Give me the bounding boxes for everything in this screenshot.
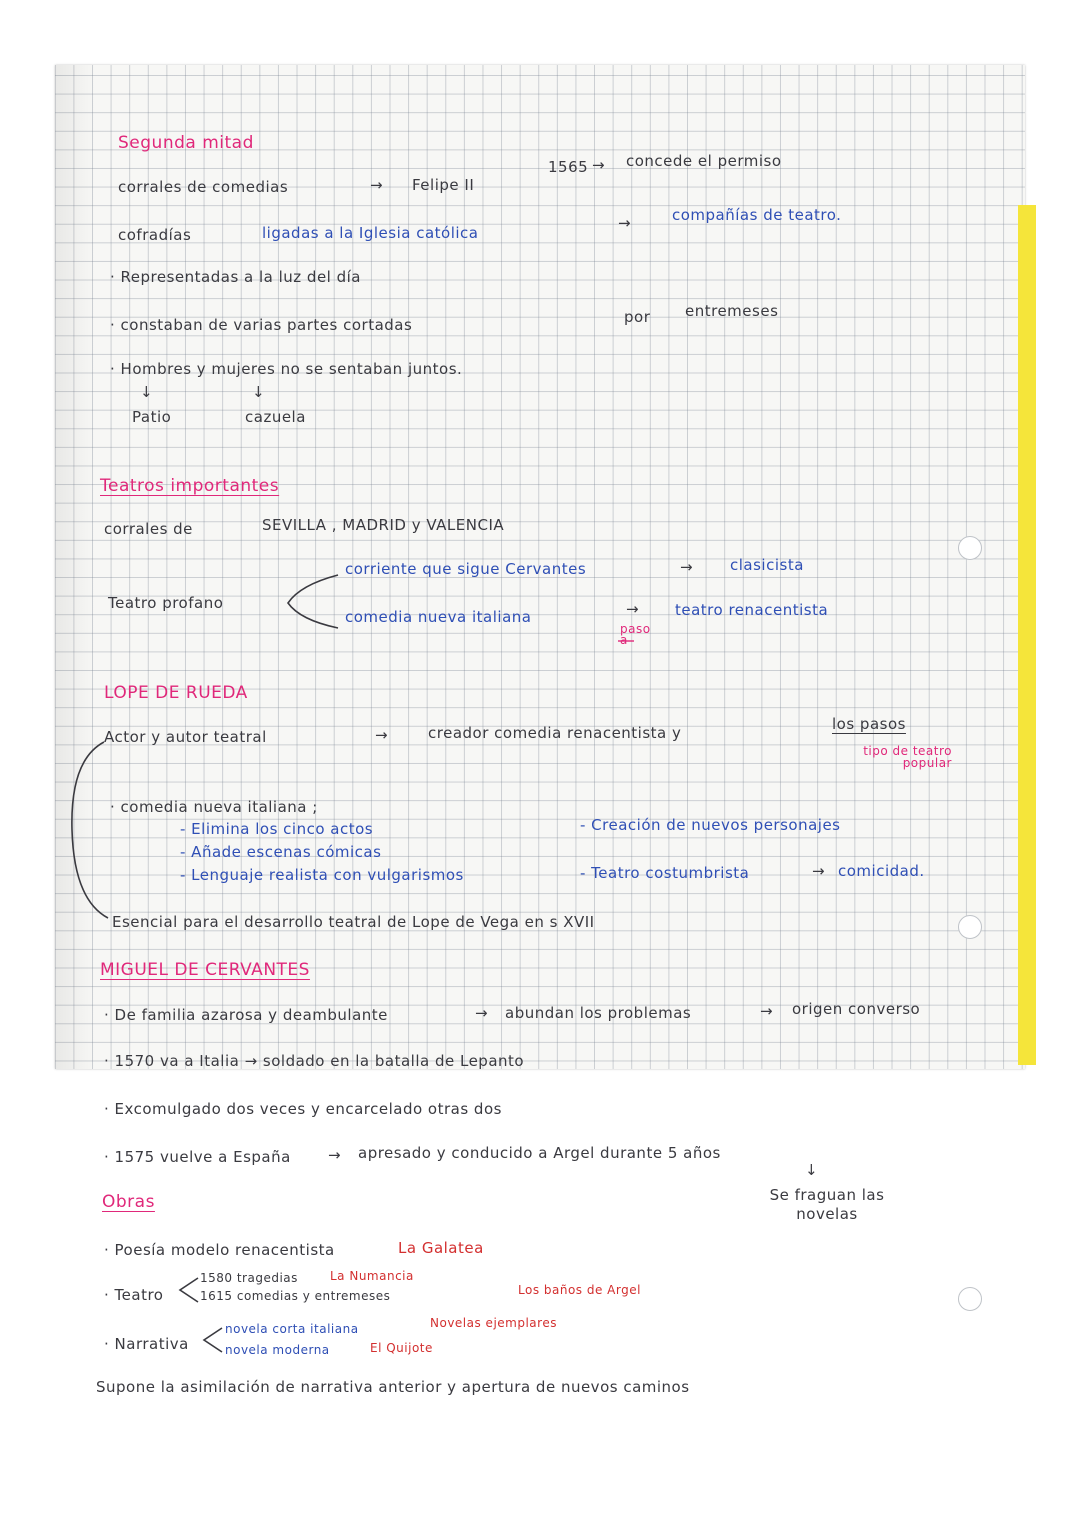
note-term: Felipe II (412, 176, 475, 194)
note-word: por (624, 308, 651, 326)
list-heading: · comedia nueva italiana ; (110, 798, 318, 816)
bullet-item: · 1570 va a Italia → soldado en la batalla de Lepanto (104, 1052, 525, 1070)
bullet-item: · 1575 vuelve a España (104, 1148, 291, 1166)
work-title: La Galatea (398, 1239, 484, 1257)
curly-brace-icon (180, 1278, 198, 1302)
note-paso-a: paso a (620, 622, 651, 647)
arrow-icon: → (618, 214, 632, 232)
note-term: Teatro profano (108, 594, 224, 612)
branch-result: clasicista (730, 556, 804, 574)
arrow-icon: → (680, 558, 694, 576)
note-line: apresado y conducido a Argel durante 5 años (358, 1144, 721, 1162)
list-item: - Teatro costumbrista (580, 864, 750, 882)
work-category: · Teatro (104, 1286, 164, 1304)
arrow-icon: → (760, 1002, 774, 1020)
note-line: concede el permiso (626, 152, 782, 170)
section-title-obras: Obras (102, 1192, 155, 1212)
work-title: Novelas ejemplares (430, 1316, 557, 1330)
down-arrow-icon: ↓ (805, 1161, 819, 1179)
curly-brace-icon (288, 575, 338, 628)
bullet-item: · Excomulgado dos veces y encarcelado otras dos (104, 1100, 502, 1118)
bracket-line-icon (72, 742, 108, 918)
arrow-icon: → (626, 600, 640, 618)
note-conclusion: Supone la asimilación de narrativa anterior y apertura de nuevos caminos (96, 1378, 690, 1396)
work-category: · Narrativa (104, 1335, 189, 1353)
section-title-lope-de-rueda: LOPE DE RUEDA (104, 683, 248, 703)
curly-brace-icon (204, 1328, 222, 1352)
note-word: entremeses (685, 302, 779, 320)
note-line: compañías de teatro. (672, 206, 842, 224)
note-term-los-pasos: los pasos (832, 715, 906, 733)
work-entry: 1615 comedias y entremeses (200, 1289, 391, 1303)
bullet-item: · Representadas a la luz del día (110, 268, 361, 286)
arrow-icon: → (812, 862, 826, 880)
down-arrow-icon: ↓ (252, 383, 266, 401)
list-item: - Creación de nuevos personajes (580, 816, 841, 834)
note-line: abundan los problemas (505, 1004, 692, 1022)
note-conclusion: Esencial para el desarrollo teatral de Lope de Vega en s XVII (112, 913, 595, 931)
work-category: · Poesía modelo renacentista (104, 1241, 335, 1259)
note-date: 1565 (548, 158, 589, 176)
work-title: Los baños de Argel (518, 1283, 641, 1297)
note-line: corrales de comedias (118, 178, 289, 196)
note-line: corrales de (104, 520, 193, 538)
note-line: ligadas a la Iglesia católica (262, 224, 479, 242)
work-entry: 1580 tragedias (200, 1271, 298, 1285)
list-item: comicidad. (838, 862, 925, 880)
list-item: - Añade escenas cómicas (180, 843, 382, 861)
section-title-segunda-mitad: Segunda mitad (118, 133, 254, 153)
arrow-icon: → (592, 156, 606, 174)
note-line: creador comedia renacentista y (428, 724, 682, 742)
note-line: cofradías (118, 226, 192, 244)
note-line: Actor y autor teatral (104, 728, 267, 746)
work-title: La Numancia (330, 1269, 414, 1283)
note-line: SEVILLA , MADRID y VALENCIA (262, 516, 505, 534)
list-item: - Elimina los cinco actos (180, 820, 374, 838)
note-annotation: Se fraguan las novelas (769, 1186, 885, 1223)
bullet-item: · constaban de varias partes cortadas (110, 316, 413, 334)
branch-result: teatro renacentista (675, 601, 829, 619)
note-annotation: tipo de teatro popular (863, 744, 952, 770)
branch-item: comedia nueva italiana (345, 608, 532, 626)
section-title-miguel-de-cervantes: MIGUEL DE CERVANTES (100, 960, 310, 980)
down-arrow-icon: ↓ (140, 383, 154, 401)
arrow-icon: → (475, 1004, 489, 1022)
note-line: origen converso (792, 1000, 921, 1018)
work-title: El Quijote (370, 1341, 433, 1355)
section-title-teatros-importantes: Teatros importantes (100, 476, 280, 496)
branch-item: corriente que sigue Cervantes (345, 560, 587, 578)
bullet-item: · De familia azarosa y deambulante (104, 1006, 388, 1024)
note-word-cazuela: cazuela (245, 408, 306, 426)
bullet-item: · Hombres y mujeres no se sentaban juntos. (110, 360, 463, 378)
arrow-icon: → (375, 726, 389, 744)
list-item: - Lenguaje realista con vulgarismos (180, 866, 464, 884)
work-entry: novela moderna (225, 1343, 330, 1357)
arrow-icon: → (328, 1146, 342, 1164)
arrow-icon: → (370, 176, 384, 194)
work-entry: novela corta italiana (225, 1322, 359, 1336)
note-word-patio: Patio (132, 408, 172, 426)
